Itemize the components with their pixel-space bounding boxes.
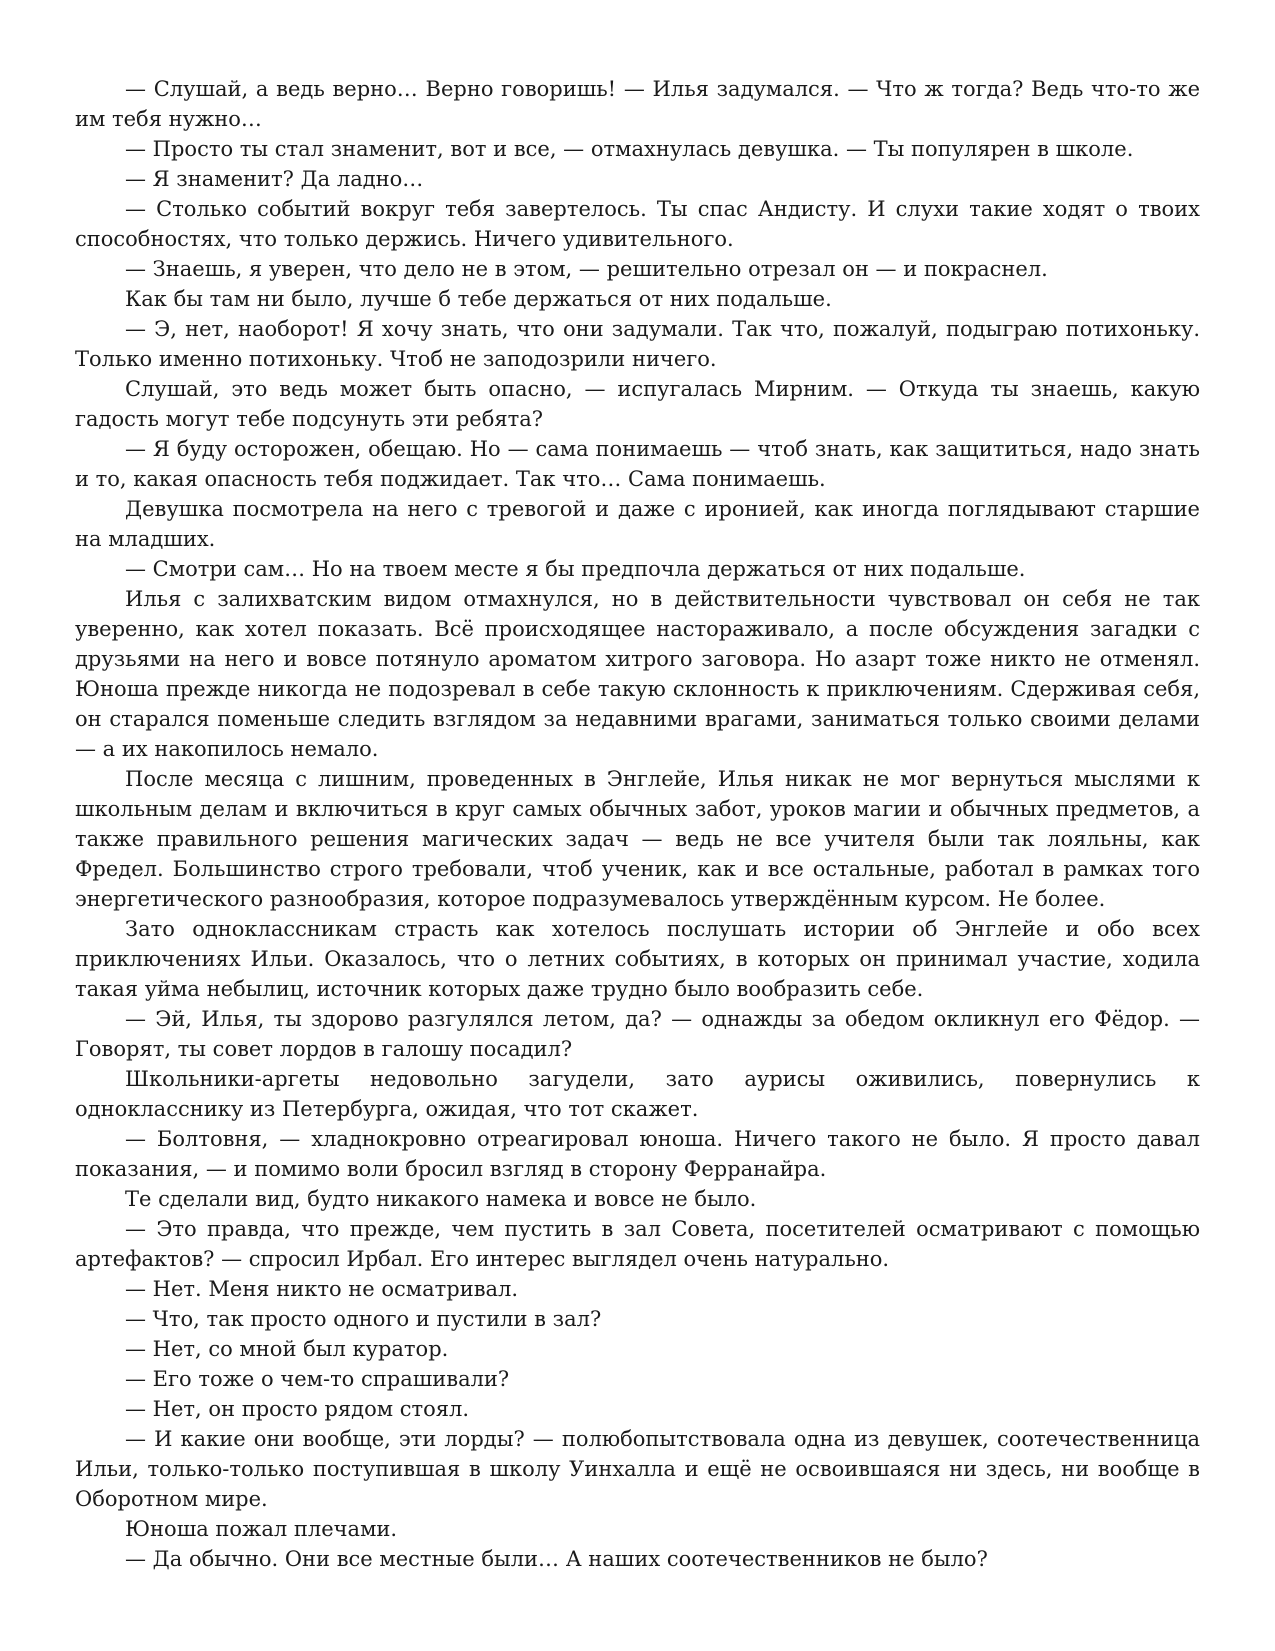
paragraph: Илья с залихватским видом отмахнулся, но в действительности чувствовал он себя не так уверенно, как хотел показать. Всё происходящее настораживало, а после обсуждения загадки с друзьями на него и вовсе потянуло ароматом хитрого заговора. Но азарт тоже никто не отменял. Юноша прежде никогда не подозревал в себе такую склонность к приключениям. Сдерживая себя, он старался поменьше следить взглядом за недавними врагами, заниматься только своими делами — а их накопилось немало. (75, 587, 1200, 761)
paragraph: — Его тоже о чем-то спрашивали? (125, 1367, 510, 1391)
paragraph: После месяца с лишним, проведенных в Энглейе, Илья никак не мог вернуться мыслями к школьным делам и включиться в круг самых обычных забот, уроков магии и обычных предметов, а также правильного решения магических задач — ведь не все учителя были так лояльны, как Фредел. Большинство строго требовали, чтоб ученик, как и все остальные, работал в рамках того энергетического разнообразия, которое подразумевалось утверждённым курсом. Не более. (75, 767, 1200, 911)
paragraph: — Это правда, что прежде, чем пустить в зал Совета, посетителей осматривают с помощью артефактов? — спросил Ирбал. Его интерес выглядел очень натурально. (75, 1217, 1200, 1271)
paragraph: — Я знаменит? Да ладно… (125, 167, 424, 191)
paragraph: — Смотри сам… Но на твоем месте я бы предпочла держаться от них подальше. (125, 557, 1026, 581)
paragraph: — Столько событий вокруг тебя завертелось. Ты спас Андисту. И слухи такие ходят о твоих способностях, что только держись. Ничего удивительного. (75, 197, 1200, 251)
paragraph: — Нет, со мной был куратор. (125, 1337, 449, 1361)
paragraph: — И какие они вообще, эти лорды? — полюбопытствовала одна из девушек, соотечественница Ильи, только-только поступившая в школу Уинхалла и ещё не освоившаяся ни здесь, ни вообще в Оборотном мире. (75, 1427, 1200, 1511)
paragraph: Юноша пожал плечами. (125, 1517, 398, 1541)
paragraph: — Знаешь, я уверен, что дело не в этом, — решительно отрезал он — и покраснел. (125, 257, 1048, 281)
paragraph: — Да обычно. Они все местные были… А наших соотечественников не было? (125, 1547, 988, 1571)
paragraph: Школьники-аргеты недовольно загудели, зато аурисы оживились, повернулись к однокласснику из Петербурга, ожидая, что тот скажет. (75, 1067, 1200, 1121)
paragraph: — Слушай, а ведь верно… Верно говоришь! — Илья задумался. — Что ж тогда? Ведь что-то же им тебя нужно… (75, 77, 1200, 131)
paragraph: — Болтовня, — хладнокровно отреагировал юноша. Ничего такого не было. Я просто давал показания, — и помимо воли бросил взгляд в сторону Ферранайра. (75, 1127, 1200, 1181)
paragraph: Как бы там ни было, лучше б тебе держаться от них подальше. (125, 287, 832, 311)
paragraph: — Нет. Меня никто не осматривал. (125, 1277, 519, 1301)
paragraph: — Эй, Илья, ты здорово разгулялся летом, да? — однажды за обедом окликнул его Фёдор. — Говорят, ты совет лордов в галошу посадил? (75, 1007, 1200, 1061)
paragraph: Слушай, это ведь может быть опасно, — испугалась Мирним. — Откуда ты знаешь, какую гадость могут тебе подсунуть эти ребята? (75, 377, 1200, 431)
book-page (75, 74, 1200, 1574)
paragraph: — Что, так просто одного и пустили в зал? (125, 1307, 602, 1331)
paragraph: — Просто ты стал знаменит, вот и все, — отмахнулась девушка. — Ты популярен в школе. (125, 137, 1134, 161)
paragraph: Те сделали вид, будто никакого намека и вовсе не было. (125, 1187, 757, 1211)
paragraph: — Я буду осторожен, обещаю. Но — сама понимаешь — чтоб знать, как защититься, надо знать и то, какая опасность тебя поджидает. Так что… Сама понимаешь. (75, 437, 1200, 491)
paragraph: Девушка посмотрела на него с тревогой и даже с иронией, как иногда поглядывают старшие на младших. (75, 497, 1200, 551)
paragraph: Зато одноклассникам страсть как хотелось послушать истории об Энглейе и обо всех приключениях Ильи. Оказалось, что о летних событиях, в которых он принимал участие, ходила такая уйма небылиц, источник которых даже трудно было вообразить себе. (75, 917, 1200, 1001)
paragraph: — Нет, он просто рядом стоял. (125, 1397, 470, 1421)
paragraph: — Э, нет, наоборот! Я хочу знать, что они задумали. Так что, пожалуй, подыграю потихоньку. Только именно потихоньку. Чтоб не заподозрили ничего. (75, 317, 1200, 371)
